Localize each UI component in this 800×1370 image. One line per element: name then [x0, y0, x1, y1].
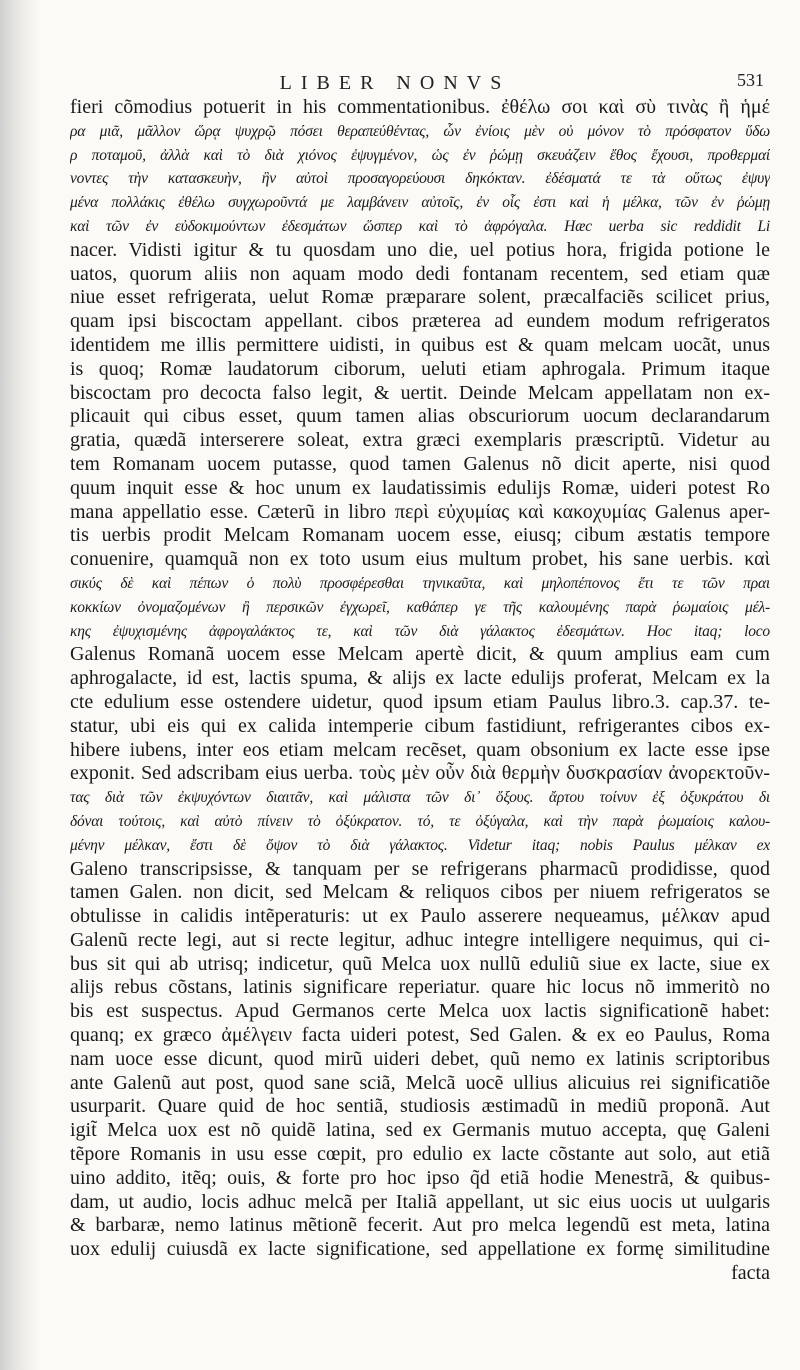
text-line: tis uerbis prodit Melcam Romanam uocem esse, eiusq; cibum æstatis tempore [70, 524, 770, 547]
text-line: cte edulium esse ostendere uidetur, quod ipsum etiam Paulus libro.3. cap.37. te- [70, 690, 770, 713]
text-line: plicauit qui cibus esset, quum tamen alias obscuriorum uocum declarandarum [70, 405, 770, 428]
text-line: obtulisse in calidis intẽperaturis: ut ex Paulo asserere nequeamus, μέλκαν apud [70, 905, 770, 928]
text-line: bis est suspectus. Apud Germanos certe Melca uox lactis significationẽ habet: [70, 1000, 770, 1023]
text-line: usurparit. Quare quid de hoc sentiã, studiosis æstimadũ in mediũ proponã. Aut [70, 1095, 770, 1118]
text-line: quum inquit esse & hoc unum ex laudatissimis edulijs Romæ, uideri potest Ro [70, 476, 770, 499]
page-number: 531 [737, 70, 764, 90]
text-line: δόναι τούτοις, καὶ αὐτὸ πίνειν τὸ ὀξύκρατον. τό, τε ὀξύγαλα, καὶ τὴν παρὰ ῥωμαίοις καλου- [70, 812, 770, 830]
text-line: uox edulij cuiusdã ex lacte significatione, sed appellatione ex formę similitudine [70, 1238, 770, 1261]
text-line: hibere iubens, inter eos etiam melcam recẽset, quam obsonium ex lacte esse ipse [70, 738, 770, 761]
text-line: tẽpore Romanis in usu esse cœpit, pro edulio ex lacte cõstante aut solo, aut etiã [70, 1143, 770, 1166]
body-text [70, 96, 770, 1286]
text-line: Galenus Romanã uocem esse Melcam apertè dicit, & quum amplius eam cum [70, 643, 770, 666]
text-line: τας διὰ τῶν ἐκψυχόντων διαιτᾶν, καὶ μάλιστα τῶν δι᾽ ὄξους. ἄρτου τοίνυν ἐξ ὀξυκράτου δι [70, 789, 770, 807]
text-line: ρα μιᾶ, μᾶλλον ὥρᾳ ψυχρῷ πόσει θεραπεύθέντας, ὧν ἐνίοις μὲν οὐ μόνον τὸ πρόσφατον ὕδω [70, 122, 770, 140]
text-line: identidem me illis permittere uidisti, in quibus est & quam melcam uocãt, unus [70, 333, 770, 356]
text-line: tem Romanam uocem putasse, quod tamen Galenus nõ dicit aperte, nisi quod [70, 452, 770, 475]
text-line: tamen Galen. non dicit, sed Melcam & reliquos cibos per niuem refrigeratos se [70, 881, 770, 904]
text-line: uino addito, itẽq; ouis, & forte pro hoc ipso q̃d etiã hodie Menestrã, & quibus- [70, 1166, 770, 1189]
text-line: Galeno transcripsisse, & tanquam per se refrigerans pharmacũ prodidisse, quod [70, 857, 770, 880]
text-line: uatos, quorum aliis non aquam modo dedi fontanam recentem, sed etiam quæ [70, 262, 770, 285]
text-line: καὶ τῶν ἐν εὐδοκιμούντων ἐδεσμάτων ὥσπερ καὶ τὸ ἀφρόγαλα. Hæc uerba sic reddidit Li [70, 217, 770, 235]
text-line: igit̃ Melca uox est nõ quidẽ latina, sed ex Germanis mutuo accepta, quę Galeni [70, 1119, 770, 1142]
text-line: mana appellatio esse. Cæterũ in libro περὶ εὐχυμίας καὶ κακοχυμίας Galenus aper- [70, 500, 770, 523]
text-line: ρ ποταμοῦ, ἀλλὰ καὶ τὸ διὰ χιόνος ἐψυγμένον, ὡς ἐν ῥώμῃ σκευάζειν ἔθος ἔχουσι, προθερμαί [70, 146, 770, 164]
text-line: aphrogalacte, id est, lactis spuma, & alijs ex lacte edulijs proferat, Melcam ex la [70, 667, 770, 690]
text-line: quam ipsi biscoctam appellant. cibos præterea ad eundem modum refrigeratos [70, 310, 770, 333]
text-line: μένην μέλκαν, ἔστι δὲ ὄψον τὸ διὰ γάλακτος. Videtur itaq; nobis Paulus μέλκαν ex [70, 836, 770, 854]
text-line: nam uoce esse dicunt, quod mirũ uideri debet, quũ nemo ex latinis scriptoribus [70, 1047, 770, 1070]
text-line: ante Galenũ aut post, quod sane sciã, Melcã uocẽ ullius alicuius rei significatiõe [70, 1071, 770, 1094]
text-line: κοκκίων ὀνομαζομένων ἢ περσικῶν ἐγχωρεῖ, καθάπερ γε τῆς καλουμένης παρὰ ῥωμαίοις μέλ- [70, 598, 770, 616]
text-line: is quoq; Romæ laudatorum ciborum, ueluti etiam aphrogala. Primum itaque [70, 357, 770, 380]
text-line: νοντες τὴν κατασκευὴν, ἣν αὐτοὶ προσαγορεύουσι δηκόκταν. ἐδέσματά τε τὰ οὕτως ἐψυγ [70, 170, 770, 188]
text-line: κης ἐψυχισμένης ἀφρογαλάκτος τε, καὶ τῶν διὰ γάλακτος ἐδεσμάτων. Hoc itaq; loco [70, 622, 770, 640]
text-line: statur, ubi eis qui ex calida intemperie cibum fastidiunt, refrigerantes cibos ex- [70, 714, 770, 737]
text-line: Galenũ recte legi, aut si recte legitur, adhuc integre intelligere nequimus, qui ci- [70, 928, 770, 951]
text-line: niue esset refrigerata, uelut Romæ præparare solent, præcalfaciẽs scilicet prius, [70, 286, 770, 309]
text-line: μένα πολλάκις ἐθέλω συγχωροῦντά με λαμβάνειν αὐτοῖς, ἐν οἷς ἐστι καὶ ἡ μέλκα, τῶν ἐν ῥώμῃ [70, 194, 770, 212]
text-line: & barbaræ, nemo latinus mẽtionẽ fecerit. Aut pro melca legendũ est meta, latina [70, 1214, 770, 1237]
text-line: biscoctam pro decocta falso legit, & uertit. Deinde Melcam appellatam non ex- [70, 381, 770, 404]
text-line: gratia, quædã interserere soleat, extra græci exemplaris præscriptũ. Videtur au [70, 429, 770, 452]
text-line: conuenire, quamquã non ex toto usum eius multum probet, his sane uerbis. καὶ [70, 548, 770, 571]
text-line: alijs rebus cõstans, latinis significare reperiatur. quare hic locus nõ immeritò no [70, 976, 770, 999]
text-line: bus sit qui ab utrisq; indicetur, quũ Melca uox nullũ eduliũ siue ex lacte, siue ex [70, 952, 770, 975]
text-line: nacer. Vidisti igitur & tu quosdam uno die, uel potius hora, frigida potione le [70, 238, 770, 261]
gutter-shadow [0, 0, 40, 1370]
text-line: fieri cõmodius potuerit in his commentationibus. ἐθέλω σοι καὶ σὺ τινὰς ἢ ἡμέ [70, 96, 770, 118]
text-line: exponit. Sed adscribam eius uerba. τοὺς μὲν οὖν διὰ θερμὴν δυσκρασίαν ἀνορεκτοῦν- [70, 762, 770, 785]
text-line: dam, ut audio, locis adhuc melcã per Italiã appellant, ut sic eius uocis ut uulgaris [70, 1190, 770, 1213]
text-line: σικύς δὲ καὶ πέπων ὁ πολὺ προσφέρεσθαι τηνικαῦτα, καὶ μηλοπέπονος ἔτι τε τῶν πραι [70, 574, 770, 592]
catchword: facta [731, 1262, 770, 1285]
running-head: LIBER NONVS [279, 72, 511, 94]
text-line: quanq; ex græco ἀμέλγειν facta uideri potest, Sed Galen. & ex eo Paulus, Roma [70, 1024, 770, 1047]
